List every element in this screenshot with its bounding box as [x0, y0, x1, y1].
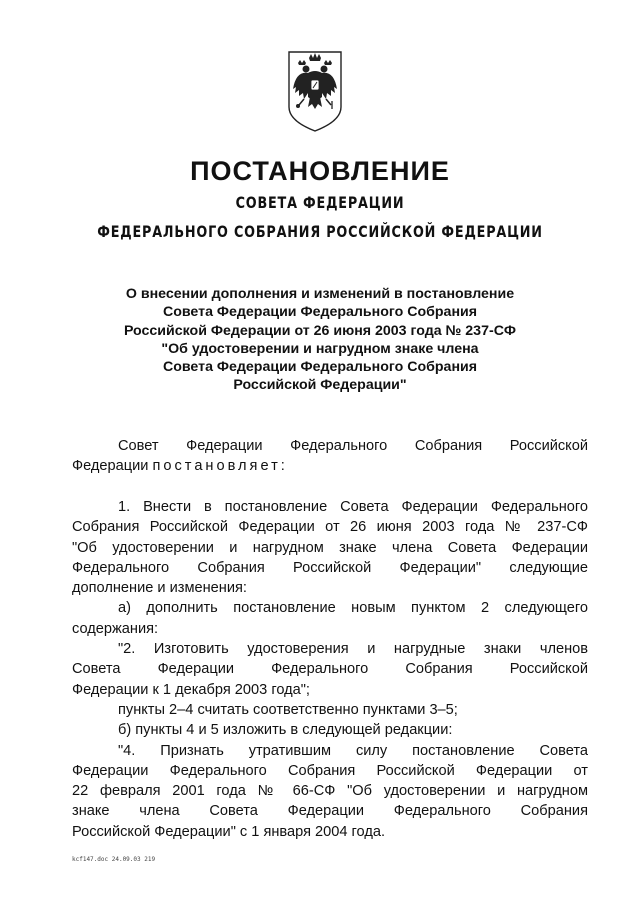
subject-line: О внесении дополнения и изменений в постановление	[125, 286, 515, 302]
body-line: Собрания Российской Федерации от 26 июня 2003 года № 237-СФ	[72, 519, 588, 536]
issuing-body-line1: СОВЕТА ФЕДЕРАЦИИ	[235, 193, 405, 212]
subject-line: Российской Федерации"	[233, 377, 407, 394]
issuing-body-line2: ФЕДЕРАЛЬНОГО СОБРАНИЯ РОССИЙСКОЙ ФЕДЕРАЦИИ	[97, 222, 543, 241]
subject-line: Российской Федерации от 26 июня 2003 года № 237-СФ	[123, 322, 517, 339]
body-line: Совета Федерации Федерального Собрания Российской	[72, 661, 588, 678]
document-subject	[60, 285, 580, 395]
subject-line: "Об удостоверении и нагрудном знаке члена	[161, 340, 479, 357]
preamble-paragraph	[72, 436, 588, 477]
subject-line: Совета Федерации Федерального Собрания	[162, 359, 478, 376]
body-line: а) дополнить постановление новым пунктом 2 следующего	[118, 600, 588, 617]
body-line: Федерального Собрания Российской Федерации" следующие	[72, 559, 588, 576]
preamble-line: Совет Федерации Федерального Собрания Российской	[118, 438, 588, 454]
body-line: Федерации к 1 декабря 2003 года";	[72, 681, 310, 698]
body-line: пункты 2–4 считать соответственно пунктами 3–5;	[118, 701, 458, 718]
subject-line: Совета Федерации Федерального Собрания	[162, 304, 478, 321]
body-line: Российской Федерации" с 1 января 2004 года.	[72, 823, 386, 840]
body-line: "2. Изготовить удостоверения и нагрудные знаки членов	[118, 641, 588, 658]
body-line: знаке члена Совета Федерации Федерального Собрания	[72, 803, 588, 820]
document-title: ПОСТАНОВЛЕНИЕ	[190, 156, 450, 186]
russian-coat-of-arms-icon	[286, 49, 344, 133]
preamble-text: Федерации	[72, 458, 153, 475]
body-line: 22 февраля 2001 года № 66-СФ "Об удостоверении и нагрудном	[72, 783, 588, 800]
body-line: содержания:	[72, 620, 159, 637]
body-line: "Об удостоверении и нагрудном знаке члена Совета Федерации	[72, 539, 588, 556]
body-line: б) пункты 4 и 5 изложить в следующей редакции:	[118, 722, 453, 739]
body-line: дополнение и изменения:	[72, 580, 247, 597]
decree-body	[72, 497, 588, 842]
body-line: "4. Признать утратившим силу постановление Совета	[118, 742, 588, 759]
body-line: Федерации Федерального Собрания Российской Федерации от	[72, 762, 588, 779]
preamble-line	[72, 456, 588, 476]
body-line: 1. Внести в постановление Совета Федерации Федерального	[118, 499, 588, 515]
preamble-decree-word: постановляет:	[152, 458, 288, 475]
document-file-code: kcf147.doc 24.09.03 219	[72, 856, 156, 863]
